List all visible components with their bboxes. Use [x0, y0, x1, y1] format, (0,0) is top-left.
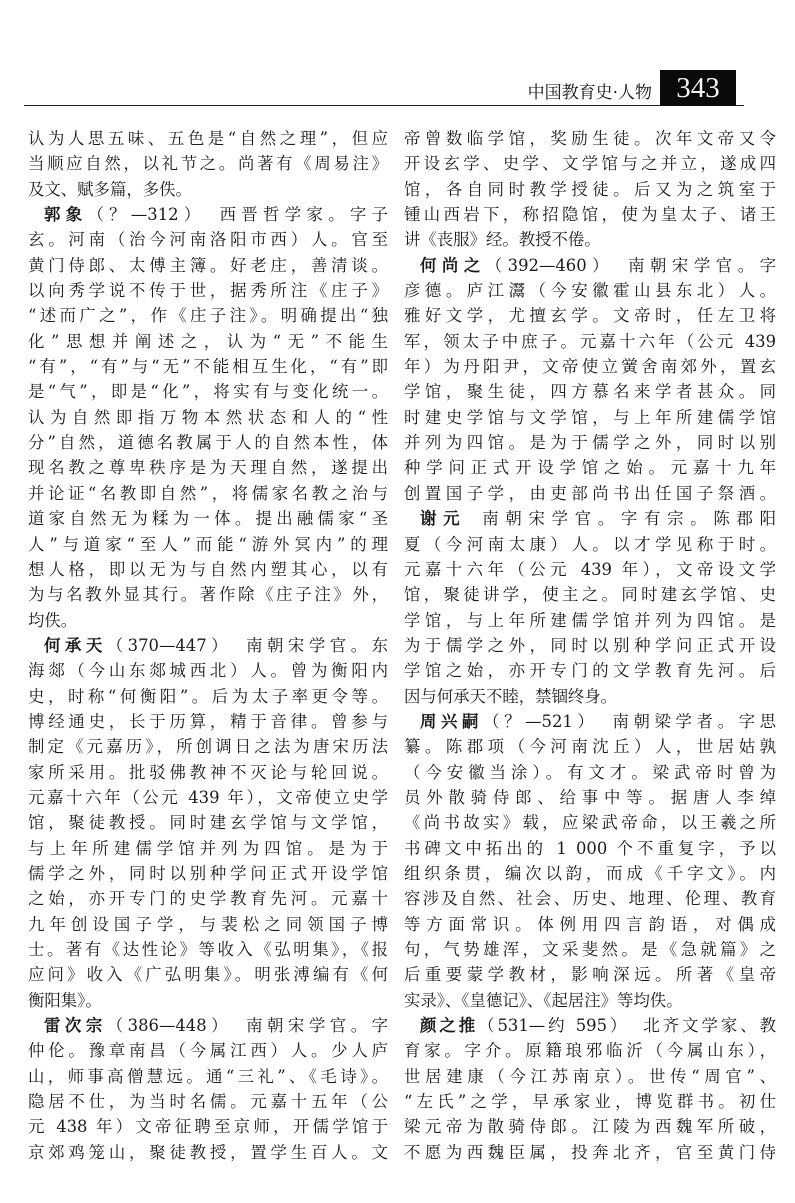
- text-line: 时建史学馆与文学馆，与上年所建儒学馆: [404, 407, 776, 427]
- entry-lead: 南朝宋学官。东: [246, 635, 388, 655]
- text-line: 与上年所建儒学馆并列为四馆。是为于: [28, 838, 388, 858]
- entry-heading-xie-yuan: [404, 506, 776, 531]
- text-line: 书碑文中拓出的 1 000 个不重复字，予以: [404, 838, 776, 858]
- entry-lead: 南朝宋学官。字: [246, 1016, 388, 1036]
- text-line: 军，领太子中庶子。元嘉十六年（公元 439: [404, 331, 776, 351]
- text-line: 史，时称“何衡阳”。后为太子率更令等。: [28, 686, 388, 706]
- entry-heading-guo-xiang: [28, 202, 388, 227]
- text-line: 制定《元嘉历》，所创调日之法为唐宋历法: [28, 737, 388, 757]
- entry-name: 雷次宗: [44, 1016, 107, 1036]
- text-line: 博经通史，长于历算，精于音律。曾参与: [28, 711, 388, 731]
- text-line: 以向秀学说不传于世，据秀所注《庄子》: [28, 281, 388, 301]
- header-rule: [24, 105, 744, 106]
- entry-lead: 南朝宋学官。字有宗。陈郡阳: [482, 509, 776, 529]
- text-line: “左氏”之学，早承家业，博览群书。初仕: [404, 1092, 776, 1112]
- text-line: 化”思想并阐述之，认为“无”不能生: [28, 331, 388, 351]
- entry-heading-he-chengtian: [28, 633, 388, 658]
- left-column: [28, 126, 388, 1165]
- text-line: 京郊鸡笼山，聚徒教授，置学生百人。文: [28, 1142, 388, 1162]
- text-line: 后重要蒙学教材，影响深远。所著《皇帝: [404, 965, 776, 985]
- text-line: 馆，各自同时教学授徒。后又为之筑室于: [404, 179, 776, 199]
- text-line: 认为自然即指万物本然状态和人的“性: [28, 407, 388, 427]
- entry-name: 颜之推: [420, 1016, 479, 1036]
- running-header: [24, 74, 744, 106]
- entry-lead: 南朝梁学者。字思: [612, 711, 776, 731]
- text-line: 儒学之外，同时以别种学问正式开设学馆: [28, 863, 388, 883]
- entry-lead: 北齐文学家、教: [643, 1016, 776, 1036]
- text-line: 衡阳集》。: [28, 990, 102, 1010]
- text-line: 不愿为西魏臣属，投奔北齐，官至黄门侍: [404, 1142, 776, 1162]
- entry-heading-he-shangzhi: [404, 253, 776, 278]
- text-line: 是“气”，即是“化”，将实有与变化统一。: [28, 382, 388, 402]
- text-line: 之始，亦开专门的史学教育先河。元嘉十: [28, 889, 388, 909]
- text-line: 等方面常识。体例用四言韵语，对偶成: [404, 914, 776, 934]
- entry-dates: （？—521）: [483, 711, 599, 731]
- text-line: 并列为四馆。是为于儒学之外，同时以别: [404, 433, 776, 453]
- entry-name: 郭象: [44, 205, 88, 225]
- entry-name: 周兴嗣: [420, 711, 484, 731]
- entry-name: 谢元: [420, 509, 467, 529]
- text-line: 想人格，即以无为与自然内塑其心，以有: [28, 559, 388, 579]
- text-line: 容涉及自然、社会、历史、地理、伦理、教育: [404, 889, 776, 909]
- text-line: 组织条贯，编次以韵，而成《千字文》。内: [404, 863, 776, 883]
- text-line: 创置国子学，由吏部尚书出任国子祭酒。: [404, 483, 776, 503]
- right-column: [404, 126, 776, 1165]
- text-line: 锺山西岩下，称招隐馆，使为皇太子、诸王: [404, 205, 776, 225]
- text-line: 山，师事高僧慧远。通“三礼”、《毛诗》。: [28, 1066, 388, 1086]
- entry-name: 何承天: [44, 635, 107, 655]
- text-line: 应问》收入《广弘明集》。明张溥编有《何: [28, 965, 388, 985]
- entry-dates: （？—312）: [87, 205, 206, 225]
- text-line: 并论证“名教即自然”，将儒家名教之治与: [28, 483, 388, 503]
- text-line: 隐居不仕，为当时名儒。元嘉十五年（公: [28, 1092, 388, 1112]
- entry-lead: 南朝宋学官。字: [628, 255, 776, 275]
- text-line: 纂。陈郡项（今河南沈丘）人，世居姑孰: [404, 737, 776, 757]
- text-line: 道家自然无为糅为一体。提出融儒家“圣: [28, 509, 388, 529]
- entry-heading-lei-cizong: [28, 1013, 388, 1038]
- text-line: 仲伦。豫章南昌（今属江西）人。少人庐: [28, 1041, 388, 1061]
- text-line: 雅好文学，尤擅玄学。文帝时，任左卫将: [404, 306, 776, 326]
- text-line: 九年创设国子学，与裴松之同领国子博: [28, 914, 388, 934]
- text-line: 现名教之尊卑秩序是为天理自然，遂提出: [28, 458, 388, 478]
- text-line: 学馆，与上年所建儒学馆并列为四馆。是: [404, 610, 776, 630]
- text-line: 海郯（今山东郯城西北）人。曾为衡阳内: [28, 661, 388, 681]
- text-line: 开设玄学、史学、文学馆与之并立，遂成四: [404, 154, 776, 174]
- text-line: 人”与道家“至人”而能“游外冥内”的理: [28, 534, 388, 554]
- text-line: 元嘉十六年（公元 439 年），文帝设文学: [404, 559, 776, 579]
- text-line: 馆，聚徒讲学，使主之。同时建玄学馆、史: [404, 585, 776, 605]
- text-line: 夏（今河南太康）人。以才学见称于时。: [404, 534, 776, 554]
- text-line: 玄。河南（治今河南洛阳市西）人。官至: [28, 230, 388, 250]
- text-line: 种学问正式开设学馆之始。元嘉十九年: [404, 458, 776, 478]
- text-line: 黄门侍郎、太傅主簿。好老庄，善清谈。: [28, 255, 388, 275]
- text-line: 因与何承天不睦，禁锢终身。: [404, 686, 618, 706]
- text-line: 及文、赋多篇，多佚。: [28, 179, 192, 199]
- text-line: 年）为丹阳尹，文帝使立黉舍南郊外，置玄: [404, 357, 776, 377]
- text-line: 家所采用。批驳佛教神不灭论与轮回说。: [28, 762, 388, 782]
- text-line: 学馆之始，亦开专门的文学教育先河。后: [404, 661, 776, 681]
- text-line: “述而广之”，作《庄子注》。明确提出“独: [28, 306, 388, 326]
- text-line: 句，气势雄浑，文采斐然。是《急就篇》之: [404, 940, 776, 959]
- text-line: 讲《丧服》经。教授不倦。: [404, 230, 601, 250]
- text-line: 士。著有《达性论》等收入《弘明集》，《报: [28, 940, 388, 959]
- text-line: 《尚书故实》载，应梁武帝命，以王羲之所: [404, 813, 776, 833]
- text-line: 学馆，聚生徒，四方慕名来学者甚众。同: [404, 382, 776, 402]
- text-line: 育家。字介。原籍琅邪临沂（今属山东），: [404, 1041, 776, 1061]
- text-line: 元嘉十六年（公元 439 年），文帝使立史学: [28, 787, 388, 807]
- entry-name: 何尚之: [420, 255, 486, 275]
- text-line: 均佚。: [28, 610, 78, 630]
- entry-dates: （392—460）: [485, 255, 615, 275]
- text-line: 梁元帝为散骑侍郎。江陵为西魏军所破，: [404, 1117, 776, 1137]
- text-line: 分”自然，道德名教属于人的自然本性，体: [28, 433, 388, 453]
- page-number: 343: [660, 70, 736, 106]
- text-line: 为与名教外显其行。著作除《庄子注》外，: [28, 585, 388, 605]
- text-line: 实录》、《皇德记》、《起居注》等均佚。: [404, 990, 683, 1010]
- text-line: 元 438 年）文帝征聘至京师，开儒学馆于: [28, 1117, 388, 1137]
- entry-dates: （370—447）: [106, 635, 233, 655]
- text-line: 为于儒学之外，同时以别种学问正式开设: [404, 635, 776, 655]
- entry-dates: （386—448）: [106, 1016, 233, 1036]
- text-line: 世居建康（今江苏南京）。世传“周官”、: [404, 1066, 776, 1086]
- entry-heading-yan-zhitui: [404, 1013, 776, 1038]
- entry-heading-zhou-xingsi: [404, 709, 776, 734]
- text-line: 当顺应自然，以礼节之。尚著有《周易注》: [28, 154, 388, 174]
- entry-dates: （531—约 595）: [478, 1016, 630, 1036]
- text-line: 认为人思五味、五色是“自然之理”，但应: [28, 129, 388, 148]
- running-head-title: 中国教育史·人物: [527, 83, 652, 103]
- text-line: “有”，“有”与“无”不能相互生化，“有”即: [28, 357, 388, 377]
- text-line: 员外散骑侍郎、给事中等。据唐人李绰: [404, 787, 776, 807]
- text-line: 帝曾数临学馆，奖励生徒。次年文帝又令: [404, 129, 776, 148]
- text-line: 彦德。庐江灊（今安徽霍山县东北）人。: [404, 281, 776, 301]
- text-line: 馆，聚徒教授。同时建玄学馆与文学馆，: [28, 813, 388, 833]
- text-line: （今安徽当涂）。有文才。梁武帝时曾为: [404, 762, 776, 782]
- entry-lead: 西晋哲学家。字子: [219, 205, 388, 225]
